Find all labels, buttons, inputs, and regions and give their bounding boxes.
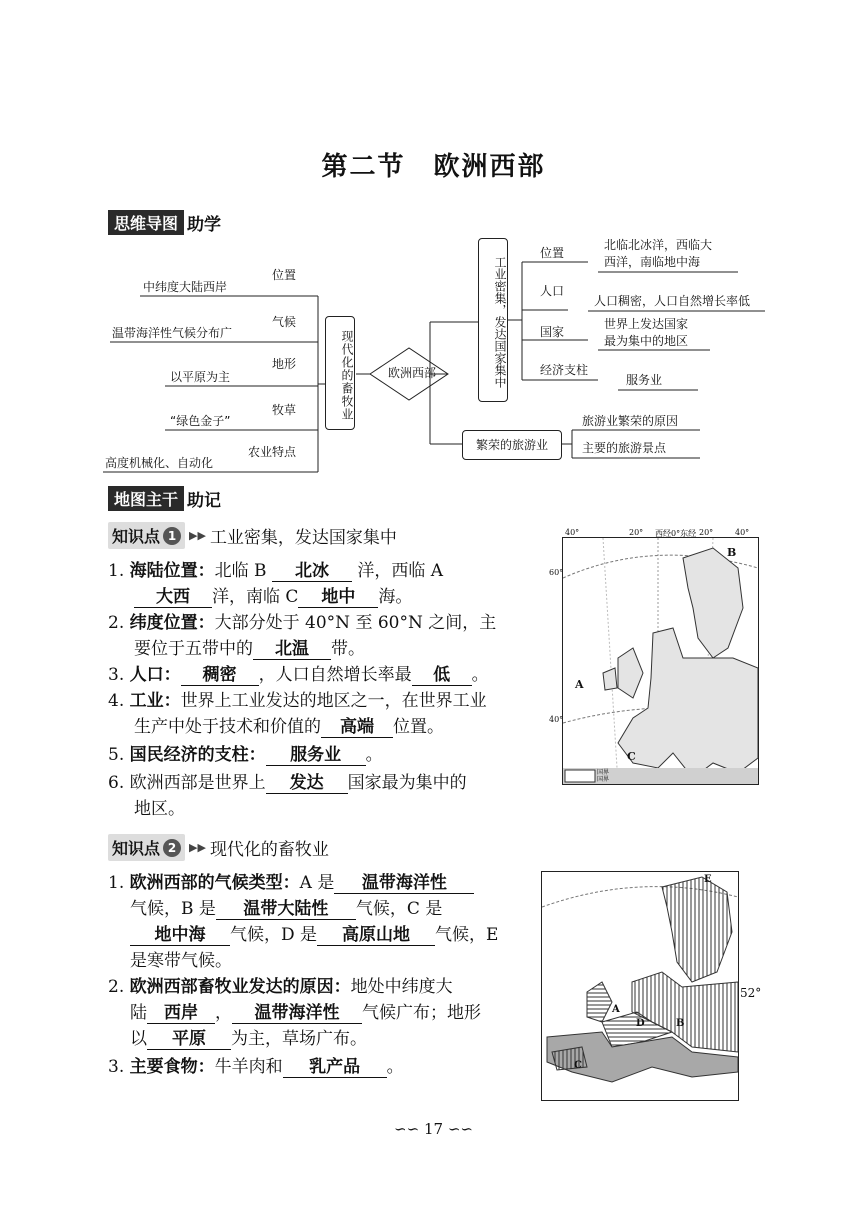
- mm-value-terrain: 以平原为主: [170, 370, 231, 384]
- item-text: 带。: [331, 639, 365, 659]
- item-text: A 是: [299, 873, 335, 893]
- kp1-number: 1: [163, 527, 181, 545]
- item-text: 。: [386, 1057, 404, 1077]
- mind-map-lines: [0, 0, 867, 480]
- kp1-tag-text: 知识点: [112, 527, 161, 546]
- map1-letter-c: C: [627, 750, 636, 763]
- item-number: 1.: [108, 873, 125, 893]
- mm-rt-value-country2: 最为集中的地区: [604, 334, 689, 348]
- item-number: 4.: [108, 691, 125, 711]
- mm-center: 欧洲西部: [388, 366, 437, 380]
- item-label: 海陆位置：: [129, 561, 215, 581]
- answer-blank[interactable]: 稠密: [181, 665, 259, 686]
- kp2-number: 2: [163, 839, 181, 857]
- answer-blank[interactable]: 地中海: [130, 925, 230, 946]
- item-text: 洋，南临 C: [212, 587, 299, 607]
- map2-letter-e: E: [704, 874, 712, 885]
- kp1-item-2: [108, 610, 543, 662]
- kp1-item-5: [108, 742, 543, 768]
- item-text: 地处中纬度大: [350, 977, 453, 997]
- mm-rt-value-pos1: 北临北冰洋，西临大: [604, 238, 713, 252]
- mm-branch-livestock: 现代化的畜牧业: [325, 316, 355, 430]
- map2-letter-a: A: [612, 1004, 620, 1015]
- mm-branch-tourism: 繁荣的旅游业: [462, 430, 562, 460]
- item-number: 1.: [108, 561, 125, 581]
- mm-label-pasture: 牧草: [272, 403, 297, 417]
- map1-letter-b: B: [727, 546, 737, 559]
- item-text: 气候广布；地形: [362, 1003, 481, 1023]
- answer-blank[interactable]: 温带大陆性: [216, 899, 356, 920]
- mm-label-terrain: 地形: [272, 357, 297, 371]
- mm-rb-value-reasons: 旅游业繁荣的原因: [582, 414, 679, 428]
- item-text: 海。: [378, 587, 413, 607]
- item-text: 气候，D 是: [230, 925, 318, 945]
- map1-top-label: 20°: [629, 528, 644, 537]
- mm-label-agri: 农业特点: [248, 445, 297, 459]
- item-label: 工业：: [129, 691, 181, 711]
- mm-value-pasture: “绿色金子”: [170, 414, 231, 428]
- item-text: 洋，西临 A: [357, 561, 444, 581]
- item-text: ，: [215, 1003, 232, 1023]
- map2-lat-label: 52°: [740, 986, 762, 1000]
- kp1-item-1: [108, 558, 543, 610]
- answer-blank[interactable]: 发达: [266, 773, 348, 794]
- item-text: 气候，B 是: [130, 899, 216, 919]
- ornament-right-icon: ∽∽: [447, 1120, 473, 1138]
- mm-value-position: 中纬度大陆西岸: [143, 280, 228, 294]
- item-label: 国民经济的支柱：: [129, 745, 266, 765]
- section-box: 地图主干: [108, 486, 184, 511]
- item-text: 欧洲西部是世界上: [129, 773, 266, 793]
- answer-blank[interactable]: 大西: [134, 587, 212, 608]
- answer-blank[interactable]: 温带海洋性: [334, 873, 474, 894]
- item-text: 北临 B: [214, 561, 267, 581]
- answer-blank[interactable]: 乳产品: [283, 1057, 387, 1078]
- kp2-item-2: [108, 974, 533, 1052]
- answer-blank[interactable]: 地中: [298, 587, 378, 608]
- item-label: 纬度位置：: [129, 613, 215, 633]
- item-number: 3.: [108, 1057, 125, 1077]
- mm-rt-value-country1: 世界上发达国家: [604, 317, 689, 331]
- double-arrow-icon: ▶▶: [189, 841, 206, 854]
- double-arrow-icon: ▶▶: [189, 529, 206, 542]
- page-footer: [0, 1120, 867, 1138]
- answer-blank[interactable]: 服务业: [266, 745, 366, 766]
- map1-top-label: 40°: [565, 528, 580, 537]
- map1-legend: [597, 769, 609, 783]
- answer-blank[interactable]: 北冰: [272, 561, 352, 582]
- mm-rt-label-position: 位置: [540, 246, 565, 260]
- item-text: 陆: [130, 1003, 147, 1023]
- kp1-item-4: [108, 688, 543, 740]
- map1-top-label: 西经0°东经: [655, 529, 697, 538]
- item-label: 欧洲西部畜牧业发达的原因：: [129, 977, 351, 997]
- map2-letter-b: B: [676, 1018, 685, 1029]
- legend-item: 国界: [597, 776, 610, 783]
- item-text: 国家最为集中的: [347, 773, 467, 793]
- map1-top-label: 40°: [735, 528, 750, 537]
- map1-lat-label: 40°: [549, 715, 564, 724]
- item-label: 主要食物：: [129, 1057, 215, 1077]
- legend-item: 国界: [597, 769, 610, 776]
- mm-rt-label-economy: 经济支柱: [540, 363, 589, 377]
- answer-blank[interactable]: 西岸: [147, 1003, 215, 1024]
- item-number: 6.: [108, 773, 125, 793]
- item-label: 欧洲西部的气候类型：: [129, 873, 300, 893]
- mm-rt-value-economy: 服务业: [626, 373, 663, 387]
- mm-label-position: 位置: [272, 268, 297, 282]
- map1-lat-label: 60°: [549, 568, 564, 577]
- mm-rb-value-sites: 主要的旅游景点: [582, 441, 667, 455]
- mm-rt-label-country: 国家: [540, 325, 565, 339]
- item-number: 2.: [108, 613, 125, 633]
- item-text: 是寒带气候。: [130, 951, 232, 971]
- mm-rt-value-pos2: 西洋，南临地中海: [604, 255, 701, 269]
- mind-map: [0, 0, 867, 480]
- item-text: 位置。: [393, 717, 444, 737]
- item-number: 3.: [108, 665, 125, 685]
- item-text: 要位于五带中的: [134, 639, 253, 659]
- item-text: 大部分处于 40°N 至 60°N 之间，主: [214, 613, 497, 633]
- kp2-item-3: [108, 1054, 533, 1080]
- kp2-tag: [108, 834, 185, 861]
- item-text: 气候，C 是: [355, 899, 443, 919]
- mm-branch-industry: 工业密集，发达国家集中: [478, 238, 508, 402]
- answer-blank[interactable]: 高原山地: [317, 925, 435, 946]
- europe-political-map: [549, 528, 759, 785]
- kp1-item-3: [108, 662, 543, 688]
- kp2-tag-text: 知识点: [112, 839, 161, 858]
- kp2-title: 现代化的畜牧业: [209, 840, 329, 860]
- ornament-left-icon: ∽∽: [394, 1120, 420, 1138]
- map2-graphic: [542, 872, 738, 1100]
- section-box: 思维导图: [108, 210, 184, 235]
- item-text: 地区。: [134, 799, 185, 819]
- kp1-item-6: [108, 770, 543, 822]
- map2-letter-d: D: [636, 1018, 645, 1029]
- section-map-header: [108, 486, 221, 511]
- kp2-item-1: [108, 870, 533, 974]
- kp1-title: 工业密集，发达国家集中: [209, 528, 397, 548]
- map1-top-label: 20°: [699, 528, 714, 537]
- mm-label-climate: 气候: [272, 315, 297, 329]
- item-text: 世界上工业发达的地区之一，在世界工业: [180, 691, 487, 711]
- answer-blank[interactable]: 低: [412, 665, 472, 686]
- mm-value-climate: 温带海洋性气候分布广: [112, 326, 233, 340]
- map1-graphic: [563, 538, 758, 784]
- europe-climate-map: [541, 871, 739, 1101]
- kp1-tag: [108, 522, 185, 549]
- page-number: 17: [423, 1120, 444, 1138]
- item-text: 以: [130, 1029, 147, 1049]
- mm-value-agri: 高度机械化、自动化: [105, 456, 214, 470]
- item-text: ，人口自然增长率最: [258, 665, 412, 685]
- mm-rt-value-pop: 人口稠密，人口自然增长率低: [594, 294, 751, 308]
- answer-blank[interactable]: 平原: [147, 1029, 231, 1050]
- item-text: 。: [471, 665, 489, 685]
- kp2-header: [108, 834, 329, 861]
- page-title: 第二节 欧洲西部: [321, 152, 546, 182]
- section-after: 助记: [187, 491, 222, 511]
- kp1-header: [108, 522, 397, 549]
- answer-blank[interactable]: 北温: [253, 639, 331, 660]
- mm-rt-label-population: 人口: [540, 284, 565, 298]
- item-text: 气候，E: [435, 925, 499, 945]
- section-after: 助学: [187, 215, 222, 235]
- item-text: 生产中处于技术和价值的: [134, 717, 321, 737]
- item-text: 。: [365, 745, 383, 765]
- item-number: 2.: [108, 977, 125, 997]
- answer-blank[interactable]: 温带海洋性: [232, 1003, 362, 1024]
- item-text: 牛羊肉和: [214, 1057, 283, 1077]
- map2-letter-c: C: [574, 1060, 582, 1071]
- answer-blank[interactable]: 高端: [321, 717, 393, 738]
- item-text: 为主，草场广布。: [231, 1029, 367, 1049]
- item-number: 5.: [108, 745, 125, 765]
- item-label: 人口：: [129, 665, 181, 685]
- map1-letter-a: A: [575, 678, 584, 691]
